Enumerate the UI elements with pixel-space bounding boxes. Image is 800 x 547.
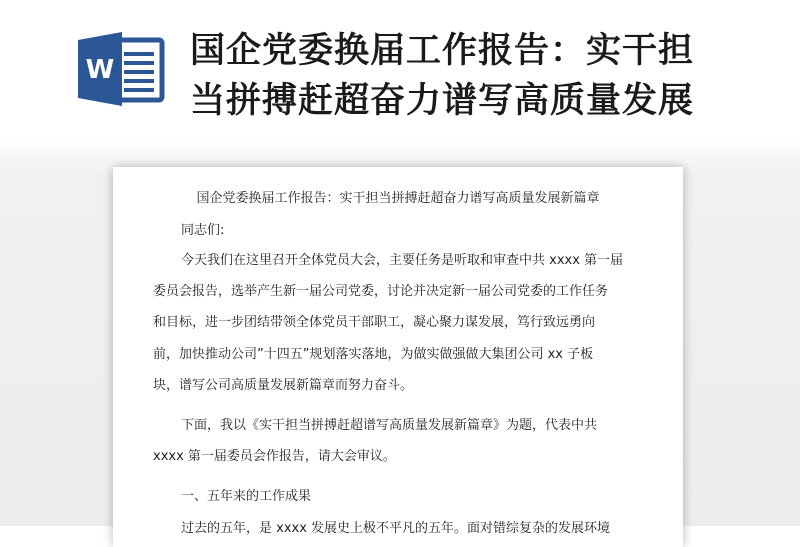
- title-line-2: 当拼搏赶超奋力谱写高质量发展: [190, 81, 695, 121]
- page-title: [190, 26, 750, 126]
- title-line-1: 国企党委换届工作报告：实干担: [190, 31, 695, 71]
- section-heading: 一、五年来的工作成果: [181, 489, 312, 504]
- paragraph-2: [153, 410, 653, 472]
- paragraph-line: 下面，我以《实干担当拼搏赶超谱写高质量发展新篇章》为题，代表中共: [181, 418, 598, 433]
- paragraph-3-partial: 过去的五年，是 xxxx 发展史上极不平凡的五年。面对错综复杂的发展环境: [181, 521, 611, 536]
- paragraph-1: [153, 245, 653, 401]
- paragraph-line: xxxx 第一届委员会作报告，请大会审议。: [153, 449, 396, 465]
- paragraph-line: 前，加快推动公司”十四五”规划落实落地，为做实做强做大集团公司 xx 子板: [153, 346, 594, 362]
- header-banner: [0, 0, 800, 135]
- paragraph-line: 今天我们在这里召开全体党员大会，主要任务是听取和审查中共 xxxx 第一届: [181, 253, 624, 268]
- salutation: 同志们:: [181, 223, 225, 238]
- paragraph-line: 委员会报告，选举产生新一届公司党委，讨论并决定新一届公司党委的工作任务: [153, 284, 609, 300]
- word-icon: [74, 30, 166, 108]
- svg-text:W: W: [85, 55, 115, 85]
- document-page: [113, 167, 683, 547]
- paragraph-line: 和目标，进一步团结带领全体党员干部职工，凝心聚力谋发展，笃行致远勇向: [153, 315, 596, 331]
- paragraph-line: 块，谱写公司高质量发展新篇章而努力奋斗。: [153, 377, 414, 393]
- document-heading: 国企党委换届工作报告：实干担当拼搏赶超奋力谱写高质量发展新篇章: [196, 191, 600, 206]
